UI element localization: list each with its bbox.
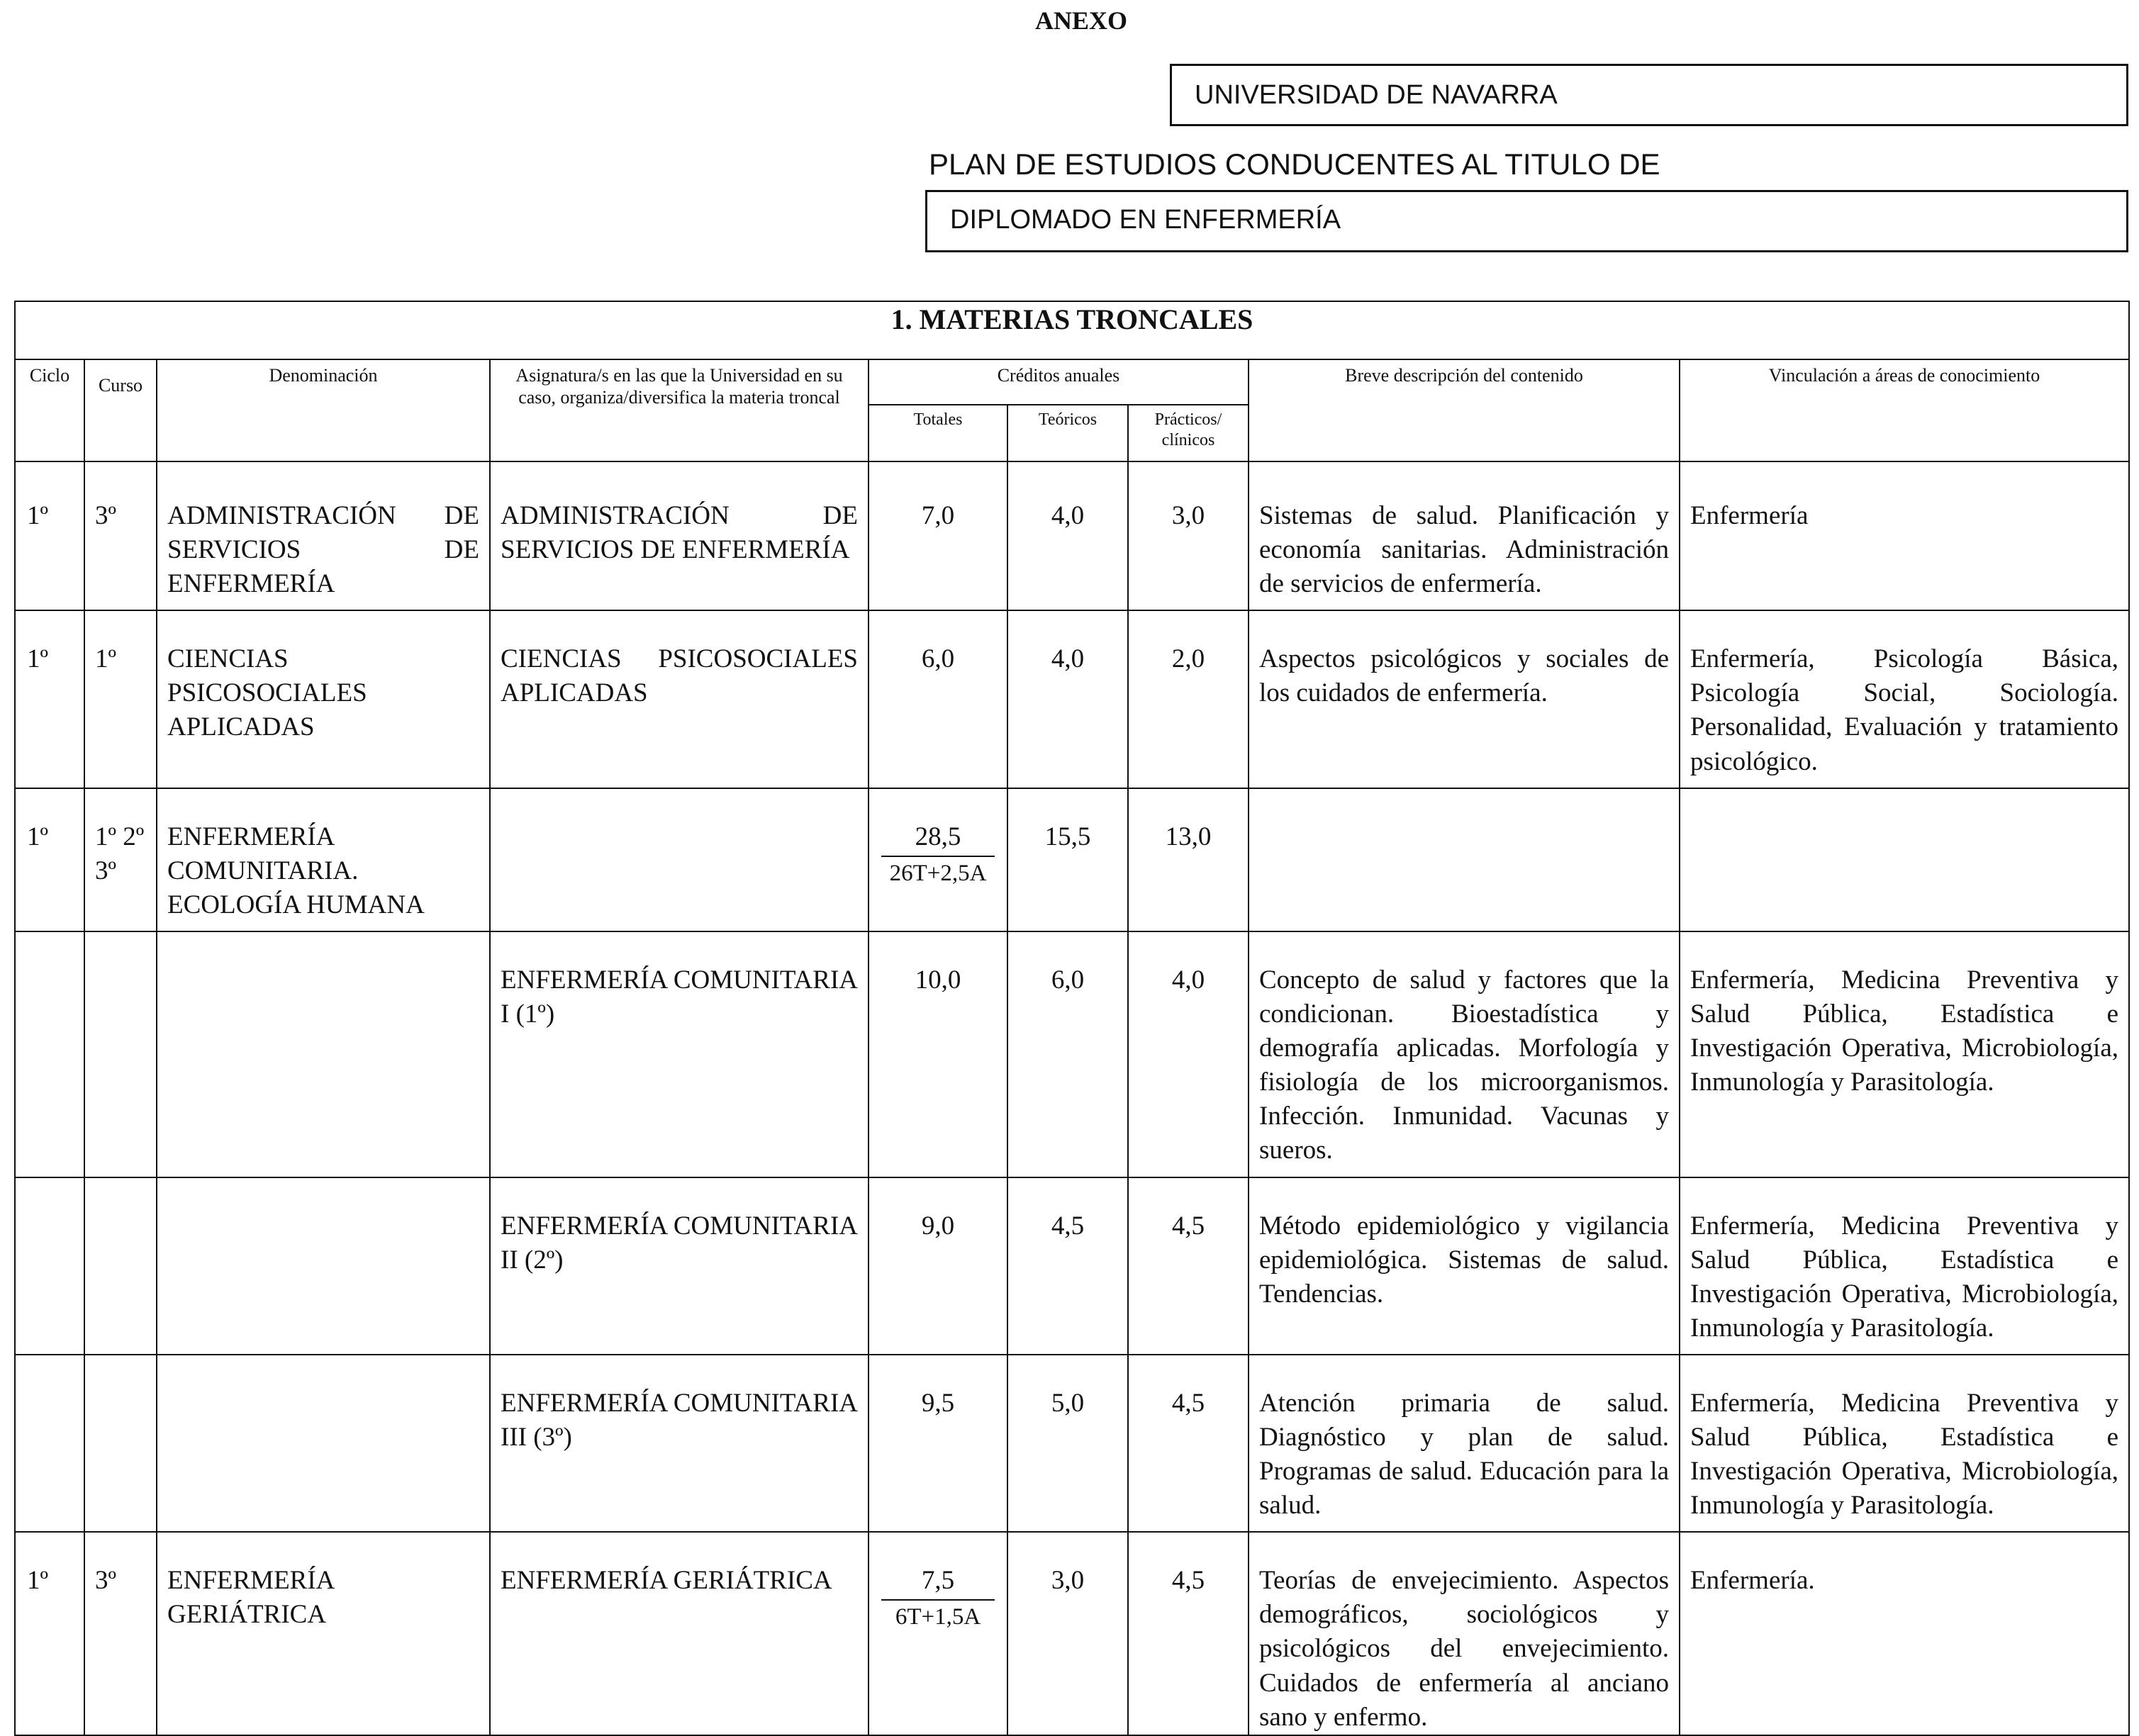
cell-vinculacion: Enfermería, Medicina Preventiva y Salud Pública, Estadística e Investigación Operativa, Microbiología, Inmunología y Parasitología. bbox=[1680, 1177, 2129, 1355]
header-asignaturas: Asignatura/s en las que la Universidad en su caso, organiza/diversifica la materia troncal bbox=[490, 359, 869, 461]
table-row bbox=[15, 931, 2129, 1177]
cell-teoricos: 4,0 bbox=[1007, 610, 1128, 788]
cell-teoricos: 3,0 bbox=[1007, 1532, 1128, 1735]
cell-descripcion: Atención primaria de salud. Diagnóstico y plan de salud. Programas de salud. Educación para la salud. bbox=[1249, 1355, 1680, 1532]
cell-teoricos: 4,5 bbox=[1007, 1177, 1128, 1355]
credits-total: 28,5 bbox=[881, 820, 995, 857]
header-totales: Totales bbox=[869, 405, 1007, 461]
cell-totales bbox=[869, 788, 1007, 931]
cell-vinculacion: Enfermería, Medicina Preventiva y Salud Pública, Estadística e Investigación Operativa, Microbiología, Inmunología y Parasitología. bbox=[1680, 1355, 2129, 1532]
cell-curso bbox=[84, 1355, 157, 1532]
cell-practicos: 13,0 bbox=[1128, 788, 1249, 931]
cell-practicos: 4,5 bbox=[1128, 1355, 1249, 1532]
header-practicos: Prácticos/ clínicos bbox=[1128, 405, 1249, 461]
cell-descripcion: Método epidemiológico y vigilancia epidemiológica. Sistemas de salud. Tendencias. bbox=[1249, 1177, 1680, 1355]
cell-asignatura: ENFERMERÍA COMUNITARIA II (2º) bbox=[490, 1177, 869, 1355]
cell-totales: 6,0 bbox=[869, 610, 1007, 788]
cell-asignatura: ENFERMERÍA GERIÁTRICA bbox=[490, 1532, 869, 1735]
header-curso: Curso bbox=[84, 359, 157, 461]
cell-totales: 10,0 bbox=[869, 931, 1007, 1177]
header-creditos: Créditos anuales bbox=[869, 359, 1249, 405]
cell-curso bbox=[84, 931, 157, 1177]
cell-ciclo bbox=[15, 1355, 84, 1532]
university-name: UNIVERSIDAD DE NAVARRA bbox=[1195, 80, 1558, 110]
university-box bbox=[1170, 64, 2128, 126]
cell-vinculacion: Enfermería, Medicina Preventiva y Salud Pública, Estadística e Investigación Operativa, Microbiología, Inmunología y Parasitología. bbox=[1680, 931, 2129, 1177]
cell-totales: 9,5 bbox=[869, 1355, 1007, 1532]
cell-descripcion bbox=[1249, 788, 1680, 931]
degree-box bbox=[925, 190, 2128, 252]
cell-descripcion: Concepto de salud y factores que la condicionan. Bioestadística y demografía aplicadas. Morfología y fisiología de los microorganismos. Infección. Inmunidad. Vacunas y sueros. bbox=[1249, 931, 1680, 1177]
cell-curso bbox=[84, 1177, 157, 1355]
table-row bbox=[15, 461, 2129, 610]
cell-asignatura: ADMINISTRACIÓN DE SERVICIOS DE ENFERMERÍA bbox=[490, 461, 869, 610]
cell-ciclo: 1º bbox=[15, 1532, 84, 1735]
plan-title: PLAN DE ESTUDIOS CONDUCENTES AL TITULO DE bbox=[929, 147, 1660, 181]
header-ciclo: Ciclo bbox=[15, 359, 84, 461]
cell-asignatura: ENFERMERÍA COMUNITARIA I (1º) bbox=[490, 931, 869, 1177]
degree-name: DIPLOMADO EN ENFERMERÍA bbox=[950, 205, 1341, 235]
cell-teoricos: 4,0 bbox=[1007, 461, 1128, 610]
header-teoricos: Teóricos bbox=[1007, 405, 1128, 461]
cell-vinculacion: Enfermería, Psicología Básica, Psicología Social, Sociología. Personalidad, Evaluación y tratamiento psicológico. bbox=[1680, 610, 2129, 788]
cell-denominacion bbox=[157, 1355, 490, 1532]
subjects-table bbox=[14, 301, 2130, 1736]
cell-asignatura bbox=[490, 788, 869, 931]
table-row bbox=[15, 1355, 2129, 1532]
cell-descripcion: Teorías de envejecimiento. Aspectos demográficos, sociológicos y psicológicos del envejecimiento. Cuidados de enfermería al anciano sano y enfermo. bbox=[1249, 1532, 1680, 1735]
credits-breakdown: 26T+2,5A bbox=[889, 860, 987, 886]
table-row bbox=[15, 1532, 2129, 1735]
header-denominacion: Denominación bbox=[157, 359, 490, 461]
header-descripcion: Breve descripción del contenido bbox=[1249, 359, 1680, 461]
table-row bbox=[15, 788, 2129, 931]
credits-total: 7,5 bbox=[881, 1564, 995, 1601]
cell-curso: 1º bbox=[84, 610, 157, 788]
header-vinculacion: Vinculación a áreas de conocimiento bbox=[1680, 359, 2129, 461]
cell-curso: 3º bbox=[84, 461, 157, 610]
cell-vinculacion: Enfermería. bbox=[1680, 1532, 2129, 1735]
cell-denominacion: ENFERMERÍA COMUNITARIA. ECOLOGÍA HUMANA bbox=[157, 788, 490, 931]
cell-teoricos: 15,5 bbox=[1007, 788, 1128, 931]
cell-vinculacion bbox=[1680, 788, 2129, 931]
cell-asignatura: ENFERMERÍA COMUNITARIA III (3º) bbox=[490, 1355, 869, 1532]
cell-denominacion: ADMINISTRACIÓN DE SERVICIOS DE ENFERMERÍA bbox=[157, 461, 490, 610]
cell-vinculacion: Enfermería bbox=[1680, 461, 2129, 610]
table-row bbox=[15, 1177, 2129, 1355]
cell-practicos: 2,0 bbox=[1128, 610, 1249, 788]
cell-ciclo: 1º bbox=[15, 461, 84, 610]
cell-curso: 1º 2º 3º bbox=[84, 788, 157, 931]
cell-totales: 9,0 bbox=[869, 1177, 1007, 1355]
cell-denominacion: CIENCIAS PSICOSOCIALES APLICADAS bbox=[157, 610, 490, 788]
cell-asignatura: CIENCIAS PSICOSOCIALES APLICADAS bbox=[490, 610, 869, 788]
cell-teoricos: 6,0 bbox=[1007, 931, 1128, 1177]
cell-ciclo: 1º bbox=[15, 610, 84, 788]
cell-totales: 7,0 bbox=[869, 461, 1007, 610]
cell-descripcion: Sistemas de salud. Planificación y economía sanitarias. Administración de servicios de enfermería. bbox=[1249, 461, 1680, 610]
cell-teoricos: 5,0 bbox=[1007, 1355, 1128, 1532]
cell-practicos: 4,5 bbox=[1128, 1532, 1249, 1735]
table-title: 1. MATERIAS TRONCALES bbox=[15, 301, 2129, 359]
credits-breakdown: 6T+1,5A bbox=[895, 1604, 981, 1630]
cell-practicos: 3,0 bbox=[1128, 461, 1249, 610]
cell-denominacion bbox=[157, 931, 490, 1177]
cell-descripcion: Aspectos psicológicos y sociales de los cuidados de enfermería. bbox=[1249, 610, 1680, 788]
cell-practicos: 4,5 bbox=[1128, 1177, 1249, 1355]
cell-denominacion bbox=[157, 1177, 490, 1355]
table-row bbox=[15, 610, 2129, 788]
cell-ciclo: 1º bbox=[15, 788, 84, 931]
cell-curso: 3º bbox=[84, 1532, 157, 1735]
cell-ciclo bbox=[15, 1177, 84, 1355]
annex-label: ANEXO bbox=[1035, 6, 1128, 35]
cell-practicos: 4,0 bbox=[1128, 931, 1249, 1177]
cell-ciclo bbox=[15, 931, 84, 1177]
cell-denominacion: ENFERMERÍA GERIÁTRICA bbox=[157, 1532, 490, 1735]
cell-totales bbox=[869, 1532, 1007, 1735]
